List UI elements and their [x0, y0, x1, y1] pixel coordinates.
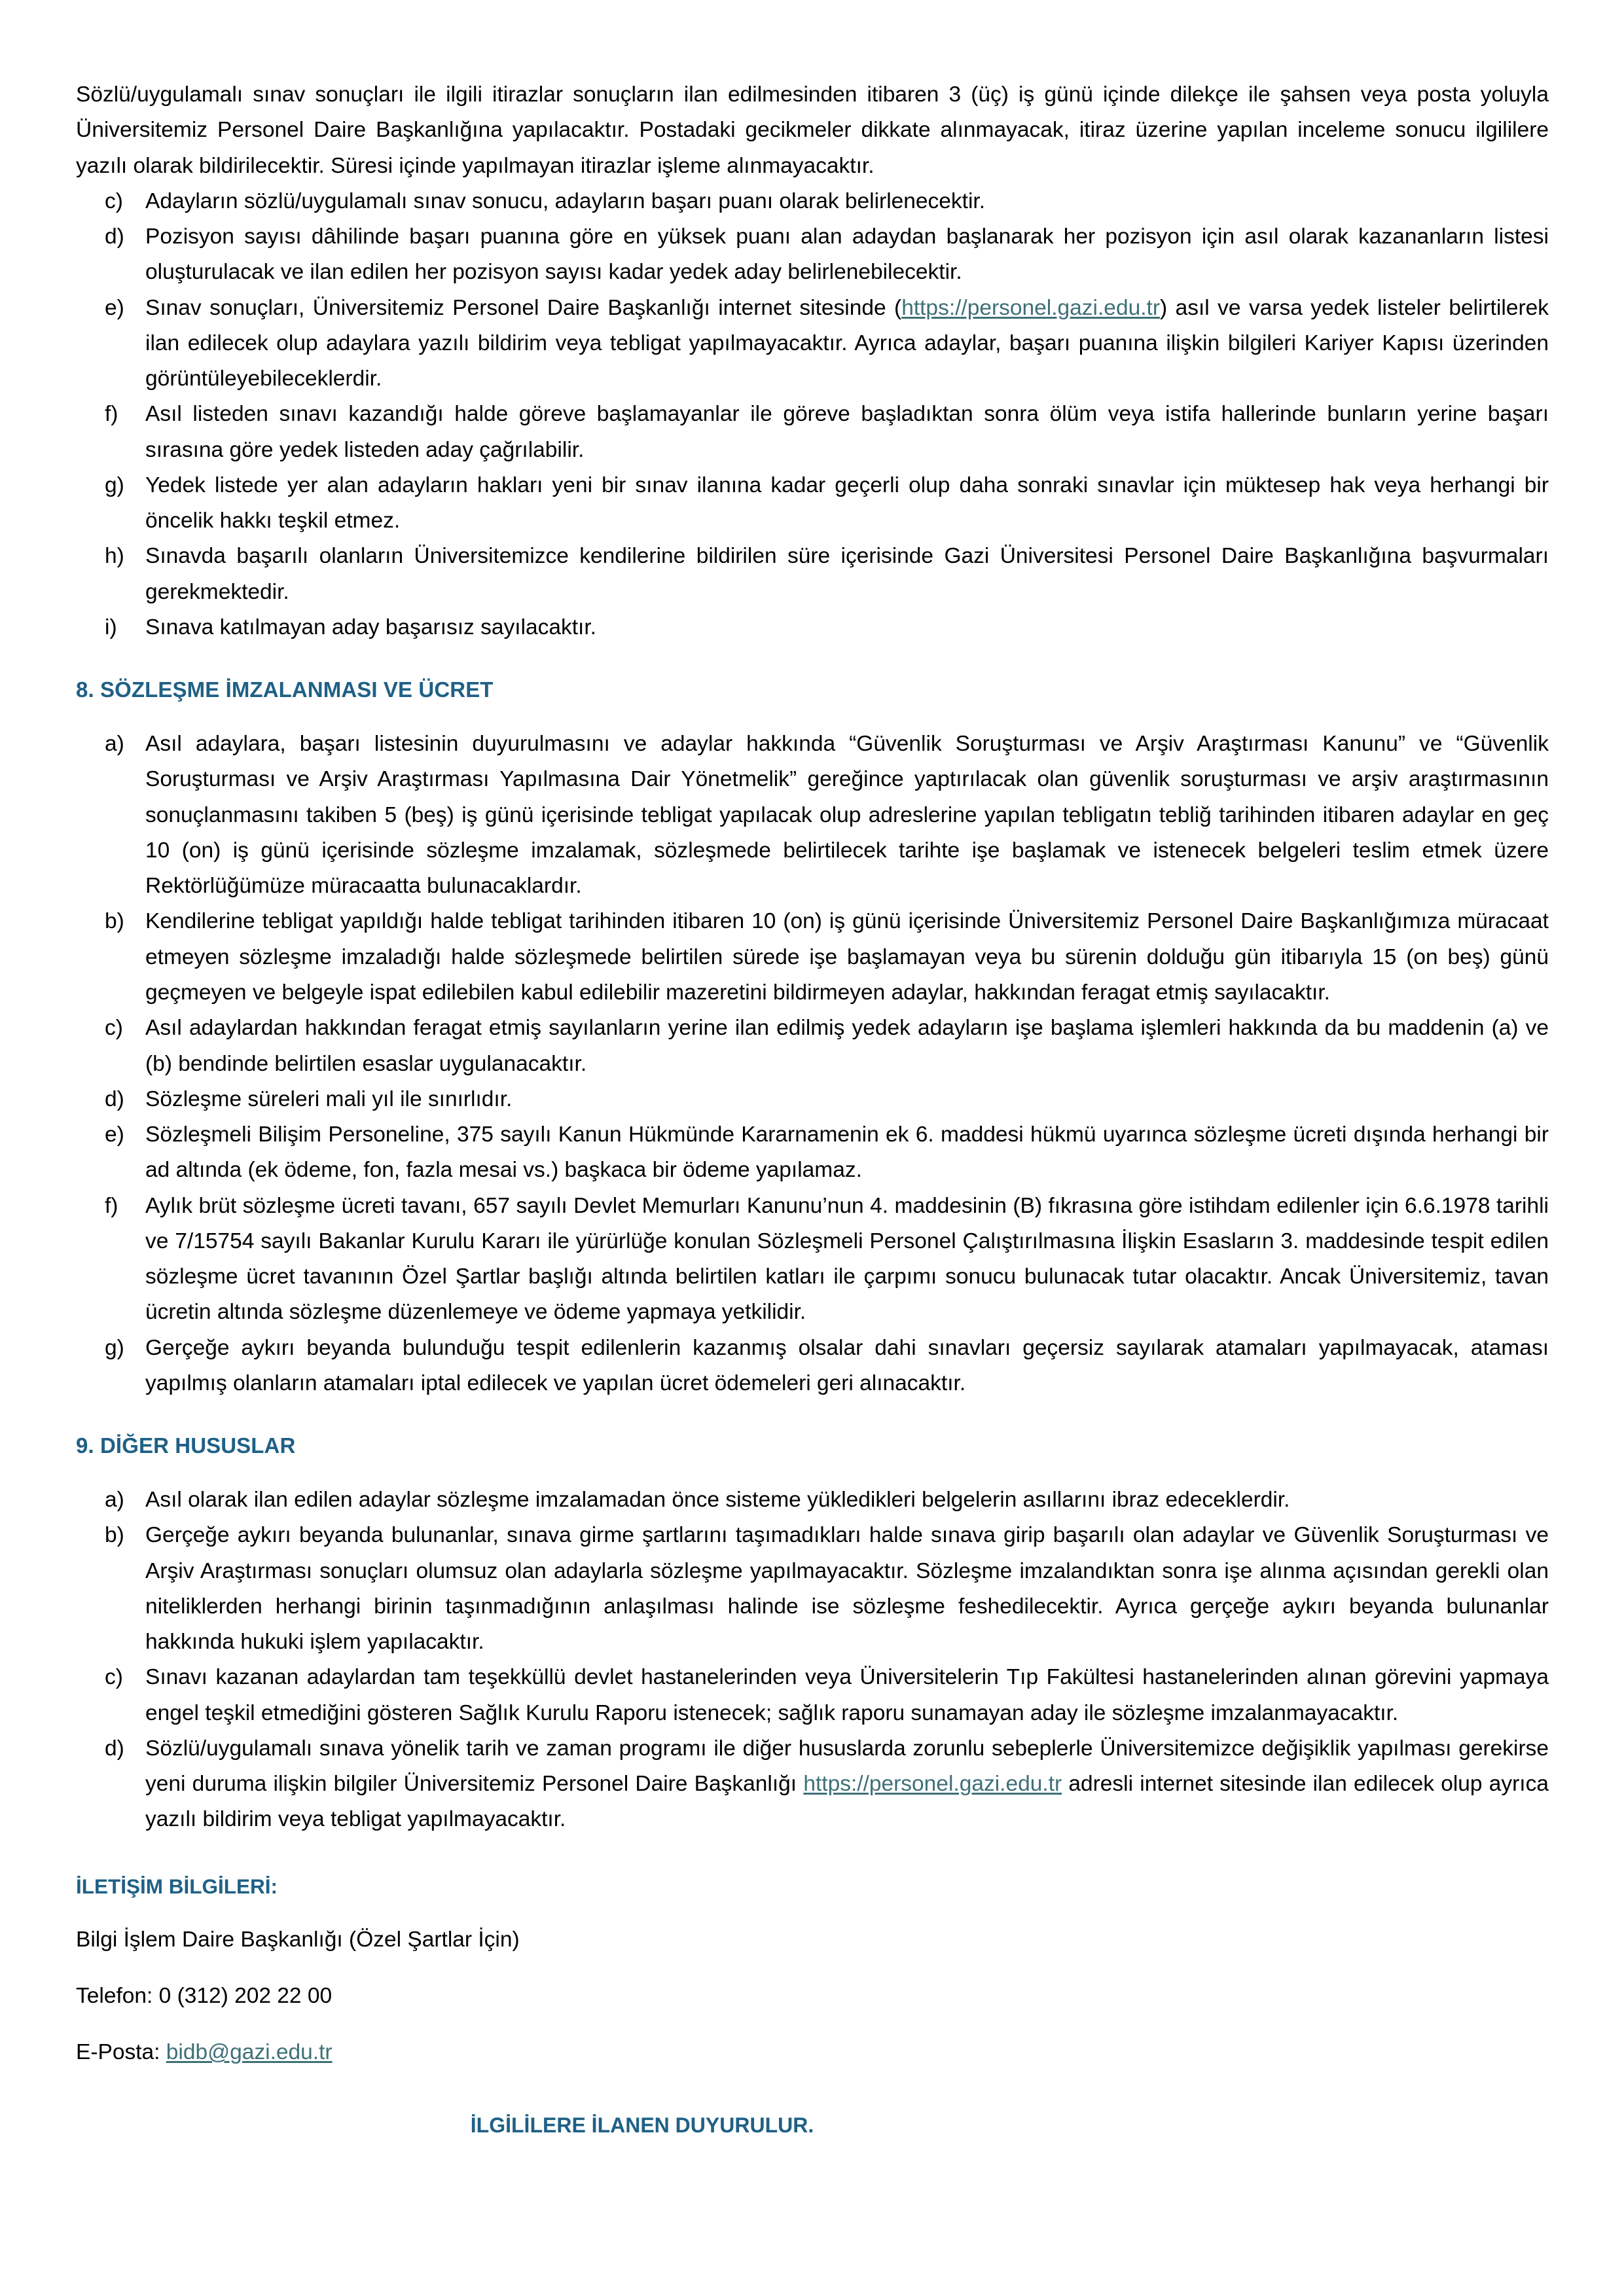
list-item-text: Sözleşmeli Bilişim Personeline, 375 sayılı Kanun Hükmünde Kararnamenin ek 6. maddesi hükmü uyarınca sözleşme ücreti dışında herhangi bir ad altında (ek ödeme, fon, fazla mesai vs.) başkaca bir ödeme yapılamaz.: [145, 1122, 1549, 1183]
list-item-text: Sözleşme süreleri mali yıl ile sınırlıdır.: [145, 1086, 513, 1111]
list-item-text: Aylık brüt sözleşme ücreti tavanı, 657 sayılı Devlet Memurları Kanunu’nun 4. maddesinin (B) fıkrasına göre istihdam edilenler için 6.6.1978 tarihli ve 7/15754 sayılı Bakanlar Kurulu Kararı ile yürürlüğe konulan Sözleşmeli Personel Çalıştırılmasına İlişkin Esasların 3. maddesinde tespit edilen sözleşme ücret tavanının Özel Şartlar başlığı altında belirtilen katları ile çarpımı sonucu bulunacak tutar olacaktır. Ancak Üniversitemiz, tavan ücretin altında sözleşme düzenlemeye ve ödeme yapmaya yetkilidir.: [145, 1193, 1549, 1325]
list-item-text: Sınavda başarılı olanların Üniversitemizce kendilerine bildirilen süre içerisinde Gazi Üniversitesi Personel Daire Başkanlığına başvurmaları gerekmektedir.: [145, 544, 1549, 604]
list-item: [76, 1482, 1549, 1518]
personel-gazi-link[interactable]: https://personel.gazi.edu.tr: [901, 295, 1160, 320]
list-marker: h): [105, 544, 124, 569]
list-marker: b): [105, 1523, 124, 1548]
list-marker: f): [105, 402, 118, 427]
list-item-text: Kendilerine tebligat yapıldığı halde tebligat tarihinden itibaren 10 (on) iş günü içerisinde Üniversitemiz Personel Daire Başkanlığımıza müracaat etmeyen sözleşme imzaladığı halde sözleşmede belirtilen sürede işe başlamayan veya bu sürenin dolduğu gün itibarıyla 15 (on beş) günü geçmeyen ve belgeyle ispat edilebilen kabul edilebilir mazeretini bildirmeyen adaylar, hakkından feragat etmiş sayılacaktır.: [145, 909, 1549, 1005]
text-after-link: adresli internet sitesinde ilan edilecek olup ayrıca yazılı bildirim veya tebligat yapılmayacaktır.: [145, 1772, 1549, 1832]
list-item: [76, 1518, 1549, 1660]
list-item-text: Yedek listede yer alan adayların hakları yeni bir sınav ilanına kadar geçerli olup daha sonraki sınavlar için müktesep hak veya herhangi bir öncelik hakkı teşkil etmez.: [145, 473, 1549, 533]
list-item-text: Asıl adaylara, başarı listesinin duyurulmasını ve adaylar hakkında “Güvenlik Soruşturması ve Arşiv Araştırması Kanunu” ve “Güvenlik Soruşturması ve Arşiv Araştırması Yapılmasına Dair Yönetmelik” gereğince yaptırılacak olan güvenlik soruşturması ve arşiv araştırmasının sonuçlanmasını takiben 5 (beş) iş günü içerisinde tebligat yapılacak olup adreslerine yapılan tebligatın tebliğ tarihinden itibaren adaylar en geç 10 (on) iş günü içerisinde sözleşme imzalamak, sözleşmede belirtilecek tarihte işe başlamak ve istenecek belgeleri teslim etmek üzere Rektörlüğümüze müracaatta bulunacaklardır.: [145, 732, 1549, 899]
list-item-text: Asıl adaylardan hakkından feragat etmiş sayılanların yerine ilan edilmiş yedek adayların işe başlama işlemleri hakkında da bu maddenin (a) ve (b) bendinde belirtilen esaslar uygulanacaktır.: [145, 1016, 1549, 1076]
list-marker: d): [105, 1086, 124, 1111]
list-item: [76, 397, 1549, 468]
contact-email: [76, 2036, 1549, 2069]
list-item-text: Asıl listeden sınavı kazandığı halde göreve başlamayanlar ile göreve başladıktan sonra ölüm veya istifa hallerinde bunların yerine başarı sırasına göre yedek listeden aday çağrılabilir.: [145, 402, 1549, 462]
phone-value: 0 (312) 202 22 00: [158, 1983, 333, 2008]
phone-label: Telefon:: [76, 1983, 159, 2008]
list-marker: i): [105, 615, 117, 639]
list-item: [76, 1331, 1549, 1402]
list-item: [76, 1660, 1549, 1731]
list-marker: a): [105, 732, 124, 757]
section-8-heading: 8. SÖZLEŞME İMZALANMASI VE ÜCRET: [76, 677, 494, 702]
list-marker: f): [105, 1193, 118, 1218]
list-item-text: Gerçeğe aykırı beyanda bulunduğu tespit edilenlerin kazanmış olsalar dahi sınavları geçersiz sayılarak atamaları yapılmayacak, ataması yapılmış olanların atamaları iptal edilecek ve yapılan ücret ödemeleri geri alınacaktır.: [145, 1335, 1549, 1395]
list-item-text: Asıl olarak ilan edilen adaylar sözleşme imzalamadan önce sisteme yükledikleri belgelerin asıllarını ibraz edeceklerdir.: [145, 1488, 1290, 1513]
list-item: [76, 904, 1549, 1011]
list-marker: g): [105, 473, 124, 497]
list-item-text: Gerçeğe aykırı beyanda bulunanlar, sınava girme şartlarını taşımadıkları halde sınava girip başarılı olan adaylar ve Güvenlik Soruşturması ve Arşiv Araştırması sonuçları olumsuz olan adaylarla sözleşme yapılmayacaktır. Sözleşme imzalandıktan sonra işe alınma açısından gerekli olan niteliklerden herhangi birinin taşınmadığının anlaşılması halinde ise sözleşme feshedilecektir. Ayrıca gerçeğe aykırı beyanda bulunanlar hakkında hukuki işlem yapılacaktır.: [145, 1523, 1549, 1655]
list-item: [76, 1731, 1549, 1838]
list-item-text: Adayların sözlü/uygulamalı sınav sonucu, adayların başarı puanı olarak belirlenecektir.: [145, 188, 986, 213]
list-item-text: Pozisyon sayısı dâhilinde başarı puanına göre en yüksek puanı alan adaydan başlanarak her pozisyon için asıl olarak kazananların listesi oluşturulacak ve ilan edilen her pozisyon sayısı kadar yedek aday belirlenebilecektir.: [145, 224, 1549, 285]
list-marker: g): [105, 1335, 124, 1360]
email-label: E-Posta:: [76, 2040, 166, 2065]
list-marker: e): [105, 295, 124, 320]
section-8-list: [76, 726, 1549, 1401]
list-item: [76, 1189, 1549, 1331]
text-before-link: Sözlü/uygulamalı sınava yönelik tarih ve zaman programı ile diğer hususlarda zorunlu sebeplerle Üniversitemizce değişiklik yapılması gerekirse yeni duruma ilişkin bilgiler Üniversitemiz Personel Daire Başkanlığı: [145, 1736, 1549, 1797]
list-item-text: [145, 1731, 1549, 1838]
personel-gazi-link[interactable]: https://personel.gazi.edu.tr: [803, 1772, 1062, 1797]
list-item: [76, 184, 1549, 219]
section-7-list: [76, 184, 1549, 645]
email-link[interactable]: bidb@gazi.edu.tr: [166, 2040, 333, 2065]
list-item: [76, 726, 1549, 904]
contact-department: Bilgi İşlem Daire Başkanlığı (Özel Şartlar İçin): [76, 1927, 520, 1952]
contact-heading: İLETİŞİM BİLGİLERİ:: [76, 1874, 278, 1898]
list-item: [76, 291, 1549, 397]
section-9-heading: 9. DİĞER HUSUSLAR: [76, 1433, 296, 1458]
list-item: [76, 219, 1549, 291]
list-item: [76, 539, 1549, 610]
contact-phone: [76, 1980, 1549, 2013]
list-item: [76, 1011, 1549, 1082]
list-item-text: [145, 291, 1549, 397]
list-item: [76, 468, 1549, 539]
list-marker: d): [105, 224, 124, 249]
list-marker: b): [105, 909, 124, 934]
list-marker: d): [105, 1736, 124, 1761]
list-marker: c): [105, 1016, 123, 1041]
list-item-text: Sınava katılmayan aday başarısız sayılacaktır.: [145, 615, 596, 639]
intro-paragraph: Sözlü/uygulamalı sınav sonuçları ile ilgili itirazlar sonuçların ilan edilmesinden itibaren 3 (üç) iş günü içinde dilekçe ile şahsen veya posta yoluyla Üniversitemiz Personel Daire Başkanlığına yapılacaktır. Postadaki gecikmeler dikkate alınmayacak, itiraz üzerine yapılan inceleme sonucu ilgililere yazılı olarak bildirilecektir. Süresi içinde yapılmayan itirazlar işleme alınmayacaktır.: [76, 82, 1549, 178]
text-before-link: Sınav sonuçları, Üniversitemiz Personel Daire Başkanlığı internet sitesinde (: [145, 295, 902, 320]
list-marker: a): [105, 1488, 124, 1513]
page-content: [76, 77, 1549, 2140]
list-marker: c): [105, 1665, 123, 1690]
text-after-link: ) asıl ve varsa yedek listeler belirtilerek ilan edilecek olup adaylara yazılı bildirim veya tebligat yapılmayacaktır. Ayrıca adaylar, başarı puanına ilişkin bilgileri Kariyer Kapısı üzerinden görüntüleyebileceklerdir.: [145, 295, 1549, 391]
list-item: [76, 1117, 1549, 1189]
list-item-text: Sınavı kazanan adaylardan tam teşekküllü devlet hastanelerinden veya Üniversitelerin Tıp Fakültesi hastanelerinden alınan görevini yapmaya engel teşkil etmediğini gösteren Sağlık Kurulu Raporu istenecek; sağlık raporu sunamayan aday ile sözleşme imzalanmayacaktır.: [145, 1665, 1549, 1725]
announcement-footer: İLGİLİLERE İLANEN DUYURULUR.: [470, 2113, 814, 2138]
list-marker: c): [105, 188, 123, 213]
list-item: [76, 610, 1549, 645]
list-marker: e): [105, 1122, 124, 1147]
list-item: [76, 1082, 1549, 1117]
section-9-list: [76, 1482, 1549, 1838]
